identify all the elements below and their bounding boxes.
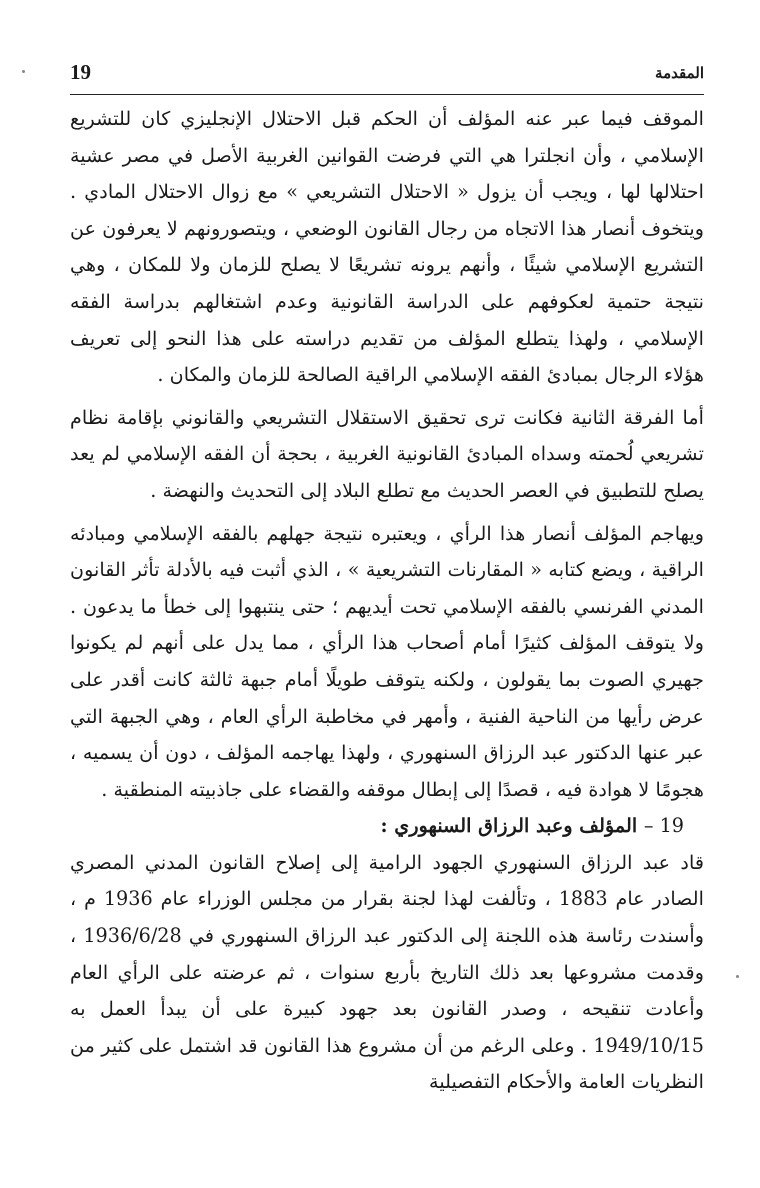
page-number: 19 — [70, 60, 91, 84]
margin-dot-top — [22, 70, 25, 73]
paragraph-2: أما الفرقة الثانية فكانت ترى تحقيق الاستقلال التشريعي والقانوني بإقامة نظام تشريعي لُحمته وسداه المبادئ القانونية الغربية ، بحجة أن الفقه الإسلامي لم يعد يصلح للتطبيق في العصر الحديث مع تطلع البلاد إلى التحديث والنهضة . — [70, 405, 704, 502]
book-page — [70, 58, 704, 1168]
body-text — [70, 101, 704, 1101]
running-header — [70, 58, 704, 95]
section-heading — [70, 808, 704, 845]
section-title: المؤلف وعبد الرزاق السنهوري : — [380, 814, 638, 838]
paragraph-3: ويهاجم المؤلف أنصار هذا الرأي ، ويعتبره نتيجة جهلهم بالفقه الإسلامي ومبادئه الراقية ، ويضع كتابه « المقارنات التشريعية » ، الذي أثبت فيه بالأدلة تأثر القانون المدني الفرنسي بالفقه الإسلامي تحت أيديهم ؛ حتى ينتبهوا إلى خطأ ما يدعون . ولا يتوقف المؤلف كثيرًا أمام أصحاب هذا الرأي ، مما يدل على أنهم لم يكونوا جهيري الصوت بما يقولون ، ولكنه يتوقف طويلًا أمام جبهة ثالثة كانت أقدر على عرض رأيها من الناحية الفنية ، وأمهر في مخاطبة الرأي العام ، وهي الجبهة التي عبر عنها الدكتور عبد الرزاق السنهوري ، ولهذا يهاجمه المؤلف ، دون أن يسميه ، هجومًا لا هوادة فيه ، قصدًا إلى إبطال موقفه والقضاء على جاذبيته المنطقية . — [70, 521, 704, 801]
section-paragraph: قاد عبد الرزاق السنهوري الجهود الرامية إلى إصلاح القانون المدني المصري الصادر عام 1883 ، وتألفت لهذا لجنة بقرار من مجلس الوزراء عام 1936 م ، وأسندت رئاسة هذه اللجنة إلى الدكتور عبد الرزاق السنهوري في 1936/6/28 ، وقدمت مشروعها بعد ذلك التاريخ بأربع سنوات ، ثم عرضته على الرأي العام وأعادت تنقيحه ، وصدر القانون بعد جهود كبيرة على أن يبدأ العمل به 1949/10/15 . وعلى الرغم من أن مشروع هذا القانون قد اشتمل على كثير من النظريات العامة والأحكام التفصيلية — [70, 850, 704, 1094]
section-number: 19 – — [643, 814, 684, 838]
chapter-title: المقدمة — [655, 64, 704, 82]
margin-dot-bottom — [736, 975, 739, 978]
paragraph-1: الموقف فيما عبر عنه المؤلف أن الحكم قبل الاحتلال الإنجليزي كان للتشريع الإسلامي ، وأن انجلترا هي التي فرضت القوانين الغربية الأصل في مصر عشية احتلالها لها ، ويجب أن يزول « الاحتلال التشريعي » مع زوال الاحتلال المادي . ويتخوف أنصار هذا الاتجاه من رجال القانون الوضعي ، ويتصورونهم لا يعرفون عن التشريع الإسلامي شيئًا ، وأنهم يرونه تشريعًا لا يصلح للزمان ولا للمكان ، وهي نتيجة حتمية لعكوفهم على الدراسة القانونية وعدم اشتغالهم بدراسة الفقه الإسلامي ، ولهذا يتطلع المؤلف من تقديم دراسته على هذا النحو إلى تعريف هؤلاء الرجال بمبادئ الفقه الإسلامي الراقية الصالحة للزمان والمكان . — [70, 107, 704, 387]
